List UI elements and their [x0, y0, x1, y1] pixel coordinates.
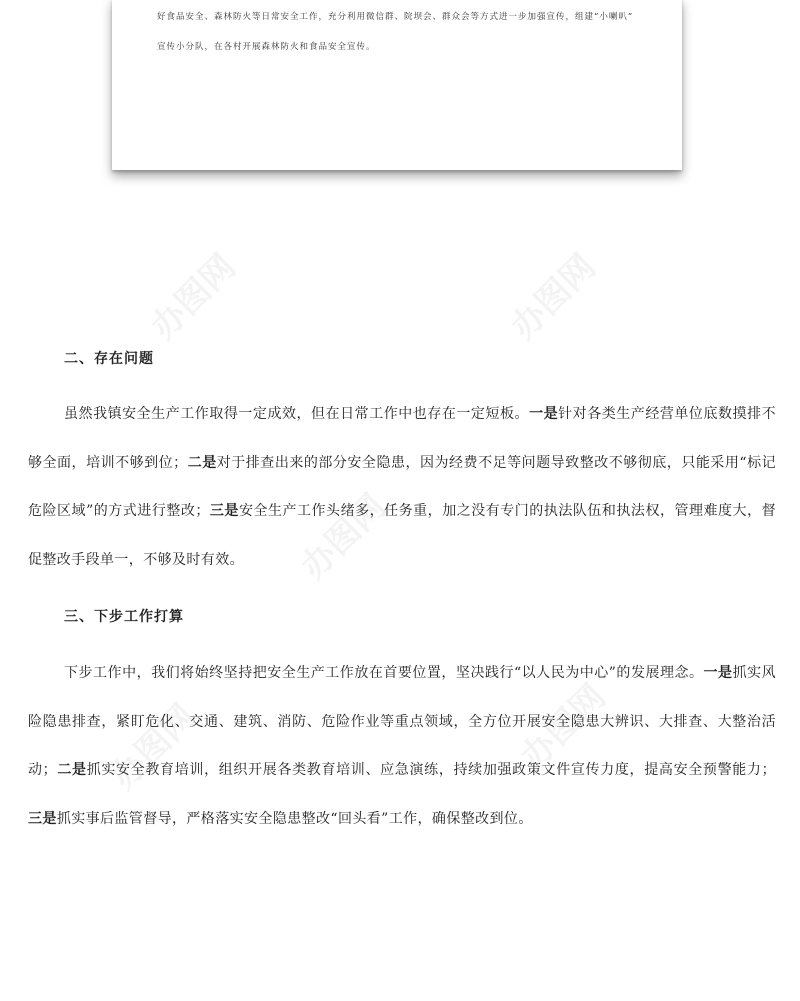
card-text-line-1: 好食品安全、森林防火等日常安全工作，充分利用微信群、院坝会、群众会等方式进一步加强宣传，组建“小喇叭”: [157, 12, 634, 22]
watermark: 办图网: [293, 486, 394, 588]
point-first: 抓实风险隐患排查，紧盯危化、交通、建筑、消防、危险作业等重点领域，全方位开展安全隐患大辨识、大排查、大整治活动；: [28, 665, 777, 778]
watermark: 办图网: [143, 246, 244, 348]
watermark: 办图网: [103, 696, 204, 798]
keyword-second: 二是: [187, 454, 217, 471]
document-preview-card: [112, 0, 682, 170]
keyword-third: 三是: [28, 810, 57, 827]
paragraph-intro: 下步工作中，我们将始终坚持把安全生产工作放在首要位置，坚决践行“以人民为中心”的发展理念。: [64, 665, 704, 681]
paragraph-intro: 虽然我镇安全生产工作取得一定成效，但在日常工作中也存在一定短板。: [64, 406, 530, 422]
section-heading-next-steps: 三、下步工作打算: [64, 609, 184, 625]
watermark: 办图网: [513, 676, 614, 778]
point-second: 抓实安全教育培训，组织开展各类教育培训、应急演练，持续加强政策文件宣传力度，提高安全预警能力；: [86, 762, 776, 778]
point-second: 对于排查出来的部分安全隐患，因为经费不足等问题导致整改不够彻底，只能采用“标记危险区域”的方式进行整改；: [28, 454, 776, 519]
watermark: 办图网: [503, 246, 604, 348]
point-first: 针对各类生产经营单位底数摸排不够全面，培训不够到位；: [28, 406, 776, 471]
keyword-first: 一是: [529, 406, 559, 422]
keyword-third: 三是: [209, 503, 239, 519]
paragraph-next-steps: [28, 649, 776, 843]
keyword-first: 一是: [703, 665, 733, 681]
section-heading-problems: 二、存在问题: [64, 351, 154, 367]
card-text-line-2: 宣传小分队，在各村开展森林防火和食品安全宣传。: [157, 42, 376, 52]
paragraph-problems: [28, 390, 776, 584]
point-third: 安全生产工作头绪多，任务重，加之没有专门的执法队伍和执法权，管理难度大，督促整改手段单一，不够及时有效。: [28, 503, 776, 568]
keyword-second: 二是: [57, 762, 87, 778]
point-third: 抓实事后监管督导，严格落实安全隐患整改“回头看”工作，确保整改到位。: [56, 810, 533, 827]
